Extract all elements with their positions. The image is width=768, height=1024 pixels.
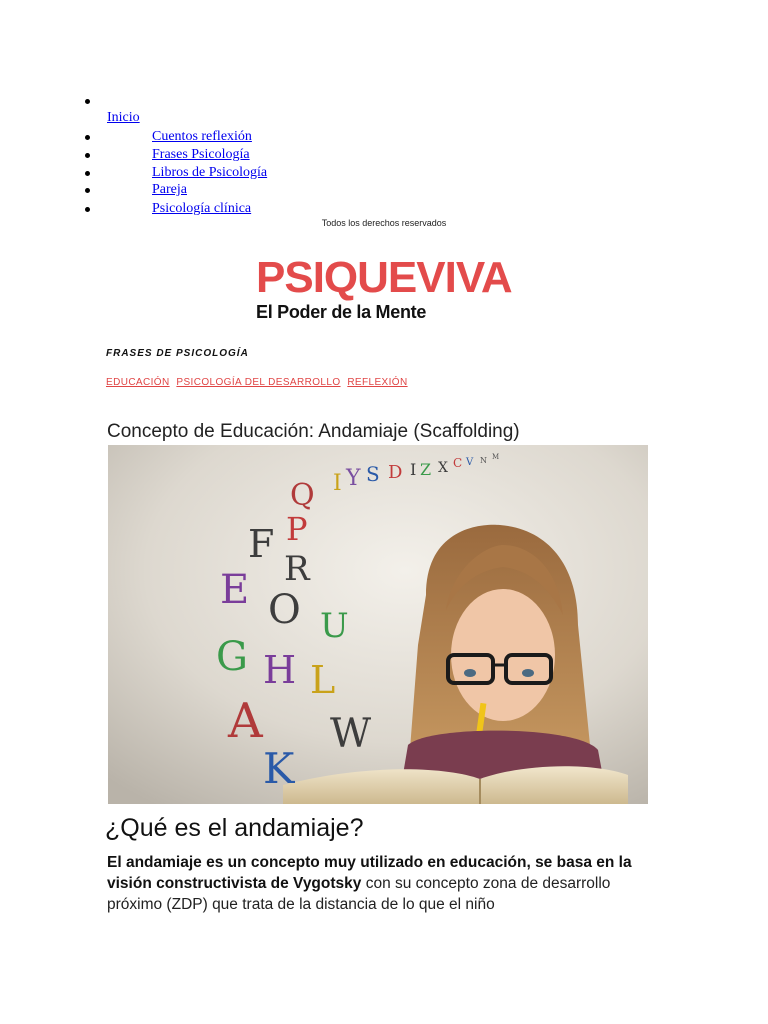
tag-reflexion[interactable]: REFLEXIÓN: [347, 377, 408, 388]
nav-bullet: [85, 188, 90, 193]
logo-brand: PSIQUEVIVA: [256, 253, 512, 302]
tag-list: [106, 377, 412, 388]
nav-bullet: [85, 135, 90, 140]
section-heading: ¿Qué es el andamiaje?: [105, 814, 364, 842]
svg-text:K: K: [263, 744, 295, 793]
nav-link-libros-psicologia[interactable]: Libros de Psicología: [152, 165, 268, 180]
intro-paragraph: [107, 852, 647, 915]
svg-text:X: X: [438, 460, 448, 476]
article-title: Concepto de Educación: Andamiaje (Scaffolding): [107, 421, 520, 442]
svg-text:N: N: [480, 456, 487, 465]
svg-text:I: I: [333, 471, 342, 496]
svg-text:V: V: [466, 457, 474, 468]
nav-bullet: [85, 99, 90, 104]
svg-text:Q: Q: [290, 478, 315, 513]
tag-educacion[interactable]: EDUCACIÓN: [106, 377, 170, 388]
logo-tagline: El Poder de la Mente: [256, 302, 427, 322]
site-logo[interactable]: [256, 252, 512, 323]
svg-text:F: F: [248, 522, 275, 566]
intro-regular-text: con su concepto zona de desarrollo próximo (ZDP) que trata de la distancia de lo que el niño: [107, 875, 611, 913]
svg-text:A: A: [228, 693, 263, 749]
nav-bullet: [85, 153, 90, 158]
svg-text:C: C: [453, 456, 463, 470]
nav-link-pareja[interactable]: Pareja: [152, 182, 187, 197]
svg-text:D: D: [388, 462, 403, 483]
svg-text:G: G: [216, 634, 248, 680]
svg-text:R: R: [284, 549, 310, 589]
svg-text:I: I: [410, 460, 417, 479]
svg-text:S: S: [366, 462, 380, 486]
svg-text:Z: Z: [420, 460, 432, 479]
hero-image: [108, 445, 648, 804]
nav-link-cuentos-reflexion[interactable]: Cuentos reflexión: [152, 129, 252, 144]
svg-text:E: E: [220, 567, 250, 613]
nav-bullet: [85, 171, 90, 176]
svg-text:O: O: [268, 587, 301, 633]
svg-text:P: P: [286, 510, 308, 548]
intro-bold-text: El andamiaje es un concepto muy utilizado en educación, se basa en la visión constructivista de Vygotsky: [107, 854, 632, 892]
nav-link-inicio[interactable]: Inicio: [107, 110, 140, 125]
category-label: FRASES DE PSICOLOGÍA: [106, 348, 249, 359]
svg-text:M: M: [492, 453, 500, 461]
svg-text:Y: Y: [346, 466, 361, 491]
svg-text:H: H: [263, 648, 297, 692]
svg-text:U: U: [320, 606, 349, 646]
rights-notice: Todos los derechos reservados: [321, 218, 447, 228]
tag-psicologia-desarrollo[interactable]: PSICOLOGÍA DEL DESARROLLO: [176, 377, 341, 388]
nav-bullet: [85, 207, 90, 212]
nav-link-psicologia-clinica[interactable]: Psicología clínica: [152, 201, 252, 216]
nav-link-frases-psicologia[interactable]: Frases Psicología: [152, 147, 250, 162]
svg-text:W: W: [330, 711, 372, 757]
svg-text:L: L: [310, 658, 336, 702]
